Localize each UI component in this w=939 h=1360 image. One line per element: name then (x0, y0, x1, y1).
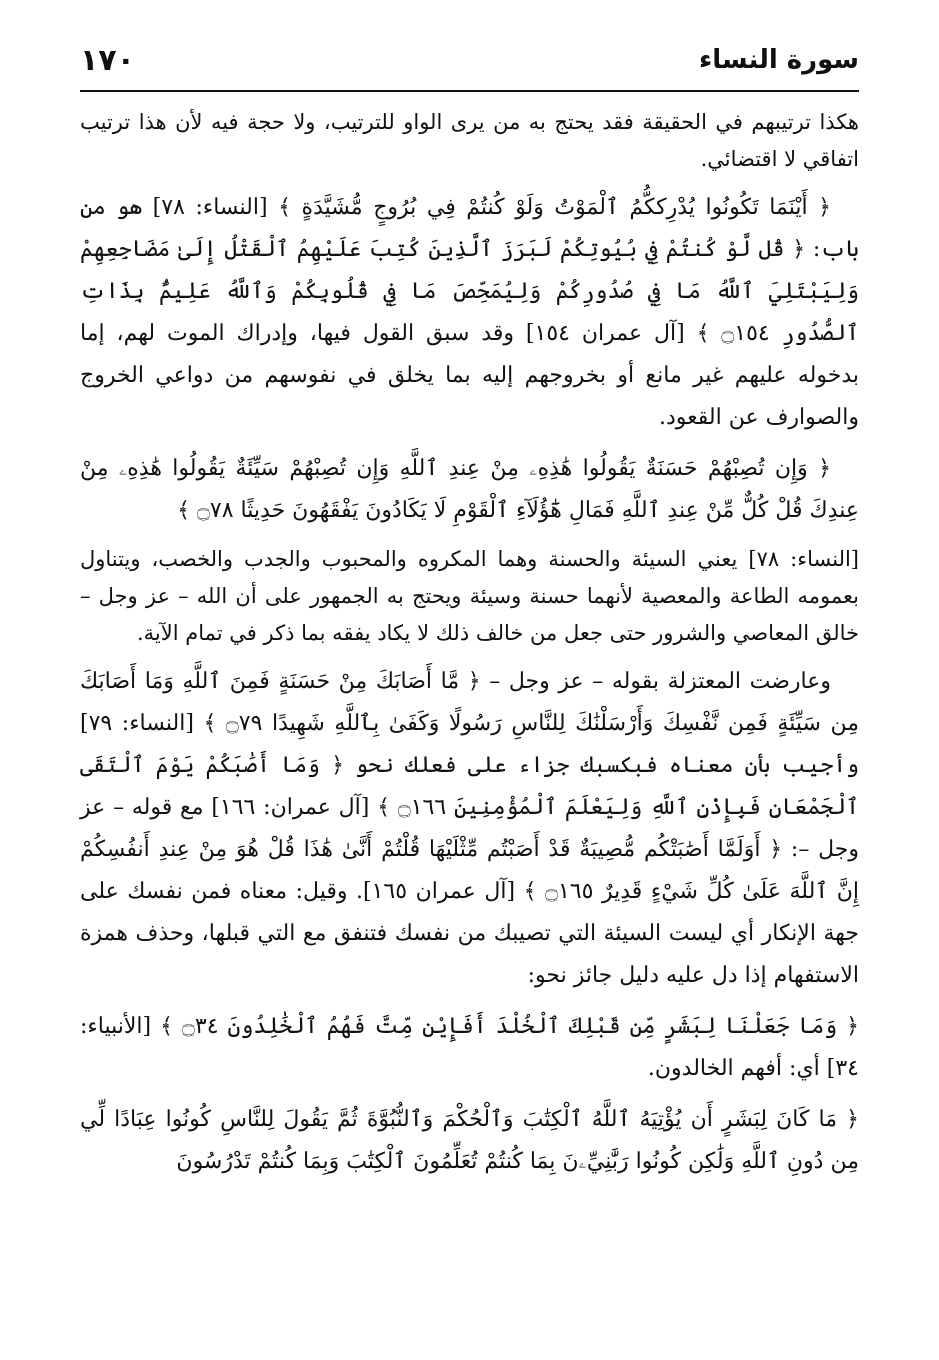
paragraph-final-verse: ﴿ مَا كَانَ لِبَشَرٍ أَن يُؤْتِيَهُ ٱللَّهُ ٱلْكِتَٰبَ وَٱلْحُكْمَ وَٱلنُّبُوَّةَ ثُمَّ يَقُولَ لِلنَّاسِ كُونُوا عِبَادًا لِّي مِن دُونِ ٱللَّهِ وَلَٰكِن كُونُوا رَبَّٰنِيِّۦنَ بِمَا كُنتُمْ تُعَلِّمُونَ ٱلْكِتَٰبَ وَبِمَا كُنتُمْ تَدْرُسُونَ (80, 1107, 859, 1174)
header-divider (80, 90, 859, 92)
surah-title: سورة النساء (698, 45, 859, 75)
paragraph-ayah-78-explanation: [النساء: ٧٨] يعني السيئة والحسنة وهما المكروه والمحبوب والجدب والخصب، ويتناول بعمومه الطاعة والمعصية لأنهما حسنة وسيئة ويحتج به الجمهور على أن الله – عز وجل – خالق المعاصي والشرور حتى جعل من خالف ذلك لا يكاد يفقه بما ذكر في تمام الآية. (80, 547, 859, 645)
paragraph-ayah-78-commentary: ﴿ أَيْنَمَا تَكُونُوا يُدْرِككُّمُ ٱلْمَوْتُ وَلَوْ كُنتُمْ فِي بُرُوجٍ مُّشَيَّدَةٍ ﴾ [النساء: ٧٨] هو من باب: ﴿ قُل لَّوْ كُنتُمْ فِي بُيُوتِكُمْ لَبَرَزَ ٱلَّذِينَ كُتِبَ عَلَيْهِمُ ٱلْقَتْلُ إِلَىٰ مَضَاجِعِهِمْ وَلِيَبْتَلِيَ ٱللَّهُ مَا فِي صُدُورِكُمْ وَلِيُمَحِّصَ مَا فِي قُلُوبِكُمْ وَٱللَّهُ عَلِيمٌۢ بِذَاتِ ٱلصُّدُورِ ۝١٥٤ ﴾ [آل عمران ١٥٤] وقد سبق القول فيها، وإدراك الموت لهم، إما بدخوله عليهم غير مانع أو بخروجهم إليه بما يخلق في نفوسهم من دواعي الخروج والصوارف عن القعود. (80, 195, 859, 430)
paragraph-mutazila-objection: وعارضت المعتزلة بقوله – عز وجل – ﴿ مَّا أَصَابَكَ مِنْ حَسَنَةٍ فَمِنَ ٱللَّهِ وَمَا أَصَابَكَ مِن سَيِّئَةٍ فَمِن نَّفْسِكَ وَأَرْسَلْنَٰكَ لِلنَّاسِ رَسُولًا وَكَفَىٰ بِٱللَّهِ شَهِيدًا ۝٧٩ ﴾ [النساء: ٧٩] وأجيب بأن معناه فبكسبك جزاء على فعلك نحو ﴿ وَمَا أَصَٰبَكُمْ يَوْمَ ٱلْتَقَى ٱلْجَمْعَانِ فَبِإِذْنِ ٱللَّهِ وَلِيَعْلَمَ ٱلْمُؤْمِنِينَ ۝١٦٦ ﴾ [آل عمران: ١٦٦] مع قوله – عز وجل –: ﴿ أَوَلَمَّا أَصَٰبَتْكُم مُّصِيبَةٌ قَدْ أَصَبْتُم مِّثْلَيْهَا قُلْتُمْ أَنَّىٰ هَٰذَا قُلْ هُوَ مِنْ عِندِ أَنفُسِكُمْ إِنَّ ٱللَّهَ عَلَىٰ كُلِّ شَيْءٍ قَدِيرٌ ۝١٦٥ ﴾ [آل عمران ١٦٥]. وقيل: معناه فمن نفسك على جهة الإنكار أي ليست السيئة التي تصيبك من نفسك فتنفق مع التي قبلها، وحذف همزة الاستفهام إذا دل عليه دليل جائز نحو: (80, 669, 860, 988)
page-number: ١٧٠ (80, 42, 135, 78)
paragraph-anbiya-verse: ﴿ وَمَا جَعَلْنَا لِبَشَرٍ مِّن قَبْلِكَ ٱلْخُلْدَ أَفَإِيْن مِّتَّ فَهُمُ ٱلْخَٰلِدُونَ ۝٣٤ ﴾ [الأنبياء: ٣٤] أي: أفهم الخالدون. (80, 1014, 859, 1081)
page-header (80, 38, 859, 82)
page-body (80, 104, 859, 1192)
paragraph-intro: هكذا ترتيبهم في الحقيقة فقد يحتج به من يرى الواو للترتيب، ولا حجة فيه لأن هذا ترتيب اتفاقي لا اقتضائي. (80, 110, 859, 171)
paragraph-ayah-78-verse: ﴿ وَإِن تُصِبْهُمْ حَسَنَةٌ يَقُولُوا هَٰذِهِۦ مِنْ عِندِ ٱللَّهِ وَإِن تُصِبْهُمْ سَيِّئَةٌ يَقُولُوا هَٰذِهِۦ مِنْ عِندِكَ قُلْ كُلٌّ مِّنْ عِندِ ٱللَّهِ فَمَالِ هَٰٓؤُلَآءِ ٱلْقَوْمِ لَا يَكَادُونَ يَفْقَهُونَ حَدِيثًا ۝٧٨ ﴾ (80, 456, 859, 523)
